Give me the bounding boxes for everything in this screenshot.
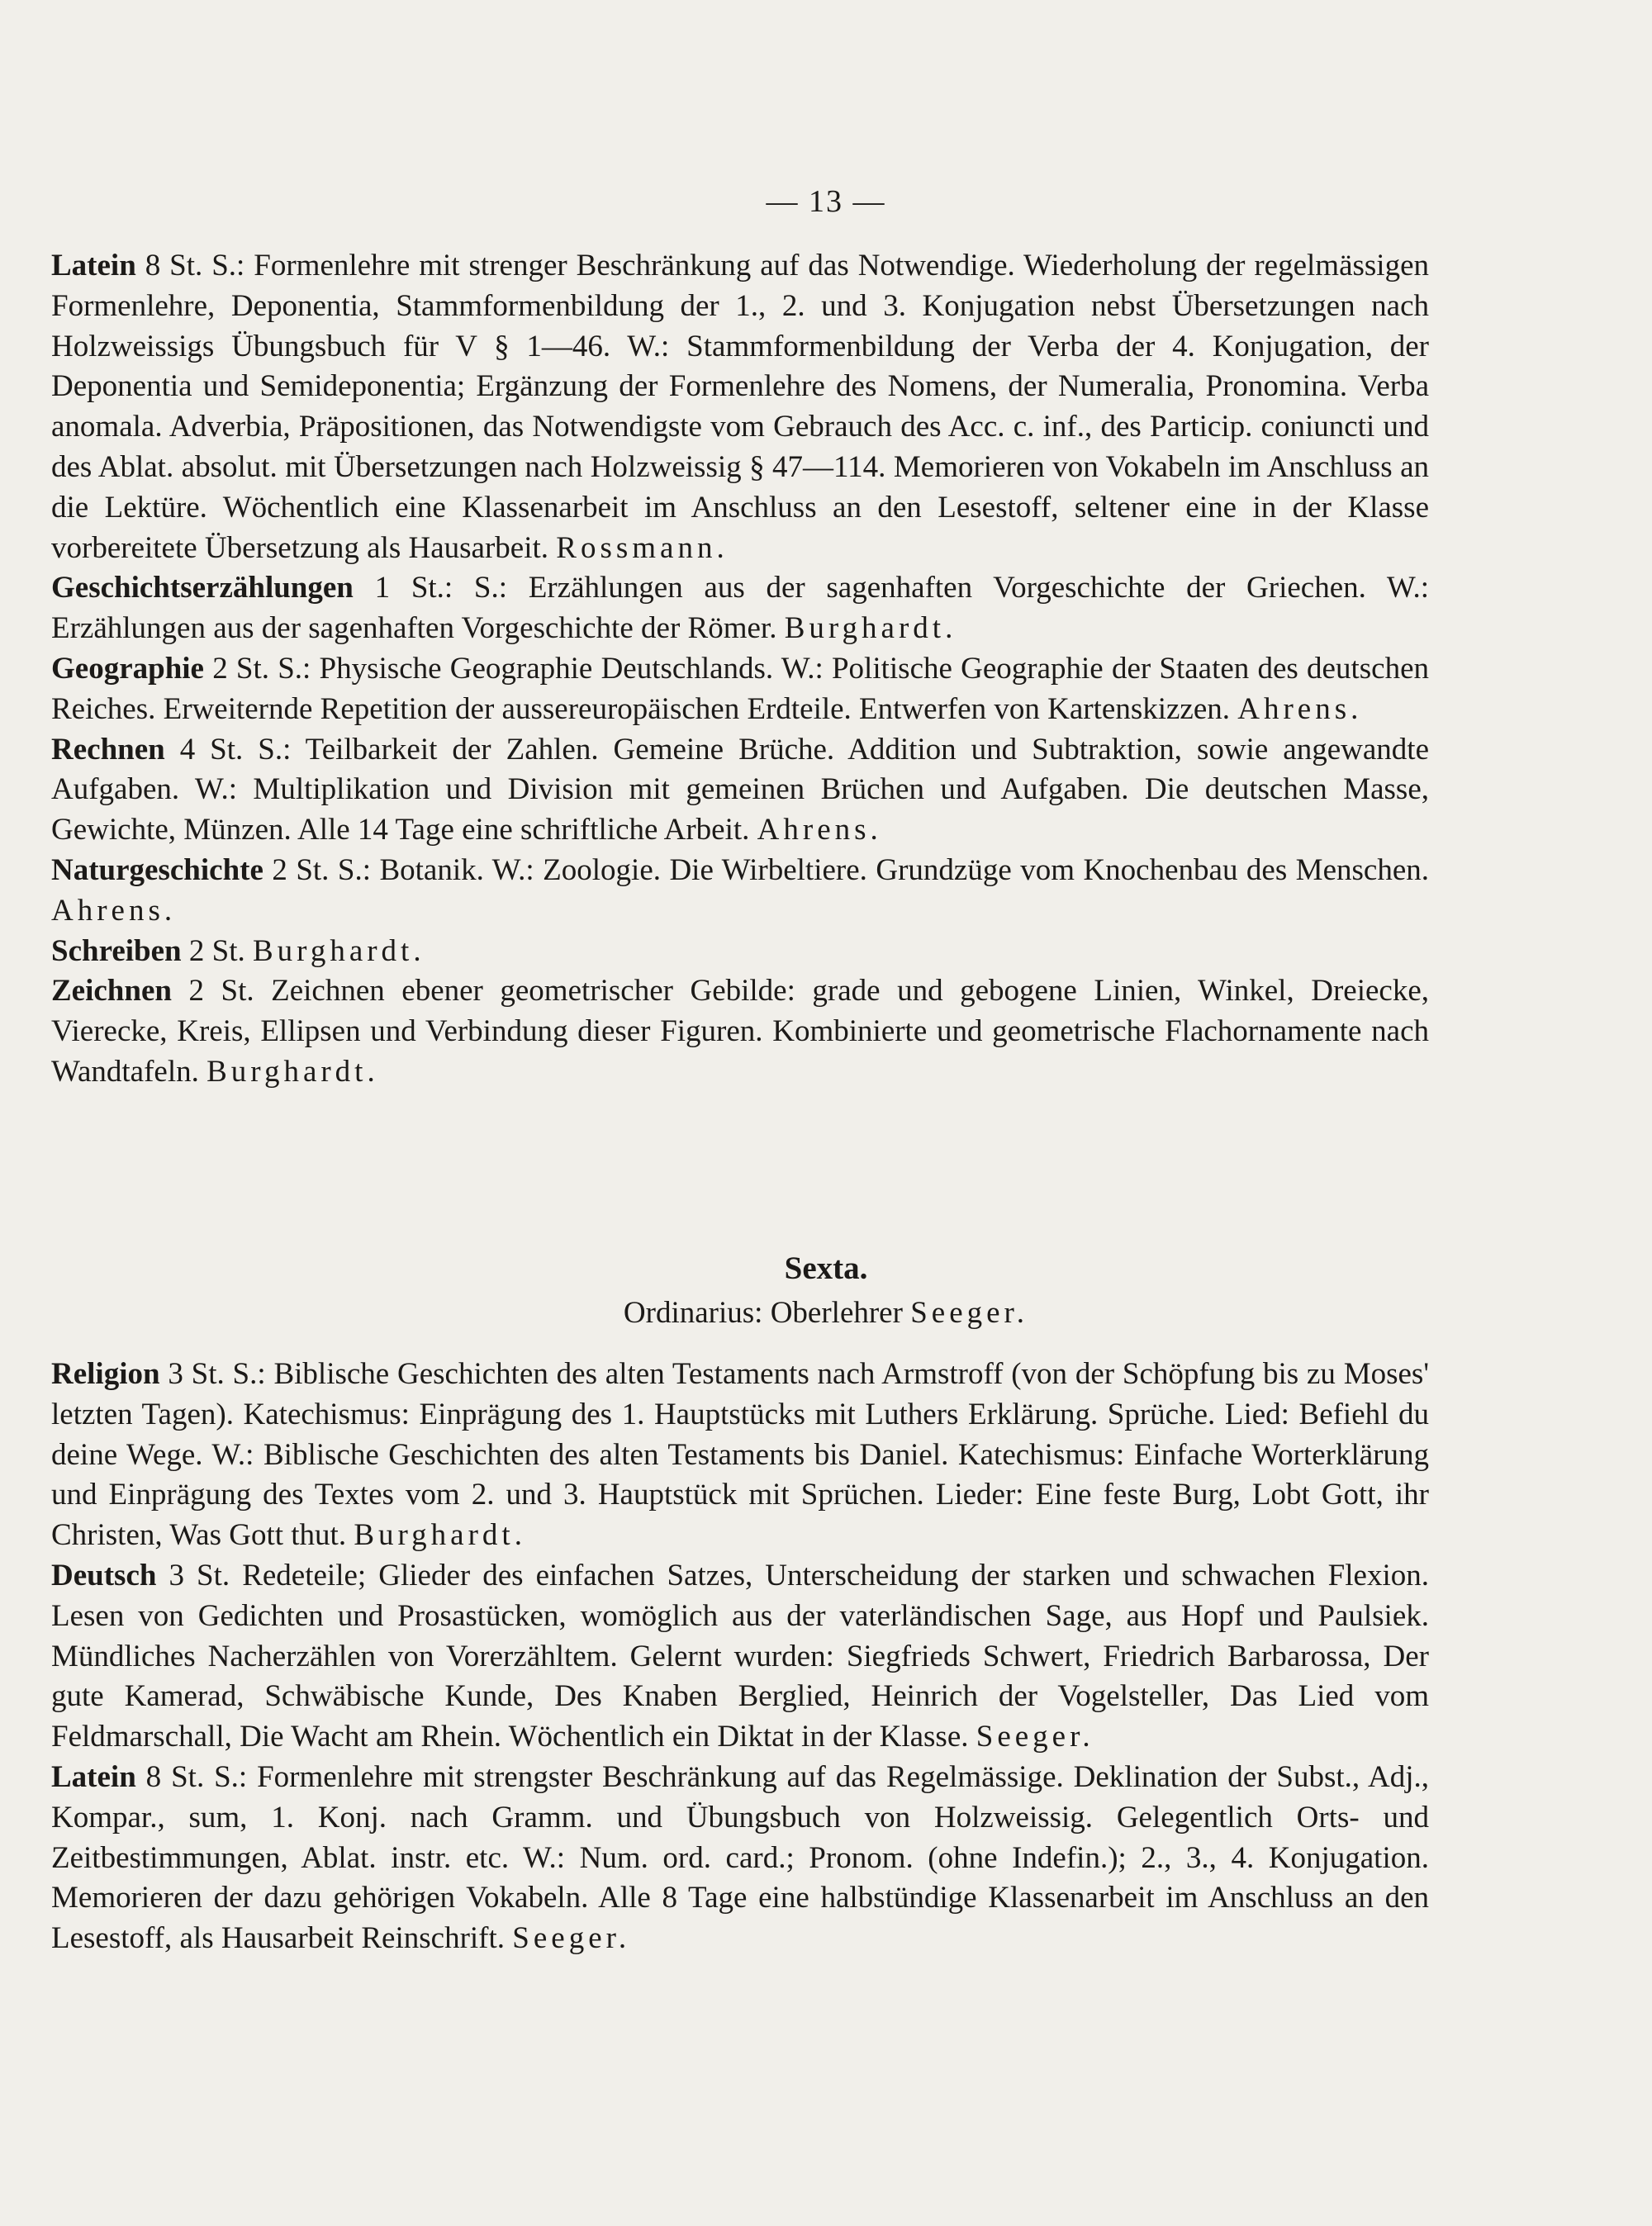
subject-text: 2 St. S.: Physische Geographie Deutschlands. W.: Politische Geographie der Staaten des deutschen Reiches. Erweiternde Repetition der aussereuropäischen Erdteile. Entwerfen von Kartenskizzen. bbox=[51, 651, 1429, 726]
teacher-name: Ahrens. bbox=[757, 813, 882, 847]
subject-text: 1 St.: S.: Erzählungen aus der sagenhaften Vorgeschichte der Griechen. W.: Erzählungen aus der sagenhaften Vorgeschichte der Römer. bbox=[51, 571, 1429, 646]
subject-entry-zeichnen bbox=[51, 971, 1429, 1092]
teacher-name: Seeger. bbox=[976, 1720, 1094, 1754]
subject-text: 2 St. S.: Botanik. W.: Zoologie. Die Wirbeltiere. Grundzüge vom Knochenbau des Menschen. bbox=[263, 852, 1429, 887]
teacher-name: Burghardt. bbox=[784, 611, 957, 646]
subject-entry-latein bbox=[51, 246, 1429, 568]
subject-text: 8 St. S.: Formenlehre mit strenger Beschränkung auf das Notwendige. Wiederholung der regelmässigen Formenlehre, Deponentia, Stammformenbildung der 1., 2. und 3. Konjugation nebst Übersetzungen nach Holzweissigs Übungsbuch für V § 1—46. W.: Stammformenbildung der Verba der 4. Konjugation, der Deponentia und Semideponentia; Ergänzung der Formenlehre des Nomens, der Numeralia, Pronomina. Verba anomala. Adverbia, Präpositionen, das Notwendigste vom Gebrauch des Acc. c. inf., des Particip. coniuncti und des Ablat. absolut. mit Übersetzungen nach Holzweissig § 47—114. Memorieren von Vokabeln im Anschluss an die Lektüre. Wöchentlich eine Klassenarbeit im Anschluss an den Lesestoff, seltener eine in der Klasse vorbereitete Übersetzung als Hausarbeit. bbox=[51, 249, 1429, 565]
subject-text: 3 St. S.: Biblische Geschichten des alten Testaments nach Armstroff (von der Schöpfung bis zu Moses' letzten Tagen). Katechismus: Einprägung des 1. Hauptstücks mit Luthers Erklärung. Sprüche. Lied: Befiehl du deine Wege. W.: Biblische Geschichten des alten Testaments bis Daniel. Katechismus: Einfache Worterklärung und Einprägung des Textes vom 2. und 3. Hauptstück mit Sprüchen. Lieder: Eine feste Burg, Lobt Gott, ihr Christen, Was Gott thut. bbox=[51, 1357, 1429, 1553]
subject-heading: Geographie bbox=[51, 651, 204, 686]
subject-heading: Rechnen bbox=[51, 732, 165, 767]
subject-entry-latein-sexta bbox=[51, 1758, 1429, 1959]
ordinarius-line bbox=[0, 1295, 1652, 1331]
subject-text: 2 St. Zeichnen ebener geometrischer Gebilde: grade und gebogene Linien, Winkel, Dreiecke, Vierecke, Kreis, Ellipsen und Verbindung dieser Figuren. Kombinierte und geometrische Flachornamente nach Wandtafeln. bbox=[51, 974, 1429, 1089]
subject-heading: Latein bbox=[51, 249, 136, 282]
ordinarius-name: Seeger. bbox=[910, 1296, 1029, 1330]
page-number: — 13 — bbox=[766, 184, 886, 219]
subject-heading: Naturgeschichte bbox=[51, 852, 263, 887]
subject-entry-religion bbox=[51, 1355, 1429, 1556]
subject-text: 2 St. bbox=[181, 933, 253, 968]
subject-entry-naturgeschichte bbox=[51, 851, 1429, 932]
teacher-name: Ahrens. bbox=[51, 893, 177, 928]
teacher-name: Burghardt. bbox=[354, 1518, 526, 1553]
subject-entry-geographie bbox=[51, 649, 1429, 730]
teacher-name: Rossmann. bbox=[556, 530, 729, 565]
subject-text: 4 St. S.: Teilbarkeit der Zahlen. Gemeine Brüche. Addition und Subtraktion, sowie angewandte Aufgaben. W.: Multiplikation und Division mit gemeinen Brüchen und Aufgaben. Die deutschen Masse, Gewichte, Münzen. Alle 14 Tage eine schriftliche Arbeit. bbox=[51, 732, 1429, 847]
subject-heading: Zeichnen bbox=[51, 974, 172, 1009]
subject-heading: Schreiben bbox=[51, 933, 182, 968]
subject-list-sexta bbox=[51, 1355, 1429, 1959]
section-title: Sexta. bbox=[784, 1251, 868, 1286]
subject-heading: Deutsch bbox=[51, 1558, 157, 1592]
subject-heading: Religion bbox=[51, 1357, 160, 1391]
teacher-name: Ahrens. bbox=[1237, 691, 1363, 726]
subject-entry-deutsch bbox=[51, 1556, 1429, 1758]
ordinarius-label: Ordinarius: Oberlehrer bbox=[623, 1296, 911, 1330]
teacher-name: Burghardt. bbox=[252, 933, 425, 968]
subject-entry-geschichte bbox=[51, 568, 1429, 649]
subject-list-quinta bbox=[51, 246, 1429, 1093]
subject-text: 8 St. S.: Formenlehre mit strengster Beschränkung auf das Regelmässige. Deklination der Subst., Adj., Kompar., sum, 1. Konj. nach Gramm. und Übungsbuch von Holzweissig. Gelegentlich Orts- und Zeitbestimmungen, Ablat. instr. etc. W.: Num. ord. card.; Pronom. (ohne Indefin.); 2., 3., 4. Konjugation. Memorieren der dazu gehörigen Vokabeln. Alle 8 Tage eine halbstündige Klassenarbeit im Anschluss an den Lesestoff, als Hausarbeit Reinschrift. bbox=[51, 1759, 1429, 1956]
subject-entry-rechnen bbox=[51, 730, 1429, 851]
subject-entry-schreiben bbox=[51, 932, 1429, 972]
subject-heading: Latein bbox=[51, 1759, 136, 1794]
subject-text: 3 St. Redeteile; Glieder des einfachen Satzes, Unterscheidung der starken und schwachen Flexion. Lesen von Gedichten und Prosastücken, womöglich aus der vaterländischen Sage, aus Hopf und Paulsiek. Mündliches Nacherzählen von Vorerzähltem. Gelernt wurden: Siegfrieds Schwert, Friedrich Barbarossa, Der gute Kamerad, Schwäbische Kunde, Des Knaben Berglied, Heinrich der Vogelsteller, Das Lied vom Feldmarschall, Die Wacht am Rhein. Wöchentlich ein Diktat in der Klasse. bbox=[51, 1558, 1429, 1754]
teacher-name: Burghardt. bbox=[206, 1054, 379, 1089]
teacher-name: Seeger. bbox=[512, 1921, 631, 1956]
subject-heading: Geschichtserzählungen bbox=[51, 571, 354, 605]
